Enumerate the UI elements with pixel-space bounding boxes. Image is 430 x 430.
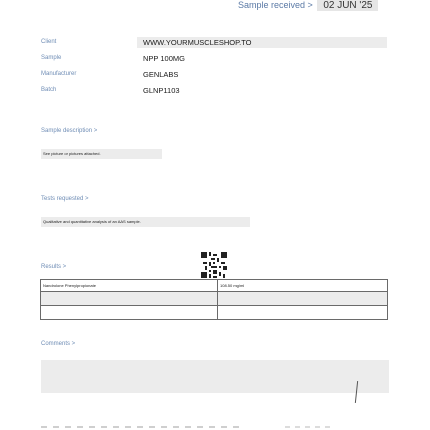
comments-heading: Comments > <box>41 341 76 347</box>
sample-received <box>238 0 378 11</box>
sample-description-text: See picture or pictures attached. <box>41 149 162 159</box>
sample-value: NPP 100MG <box>143 54 185 63</box>
footer-fragment <box>41 426 241 428</box>
batch-value: GLNP1103 <box>143 86 180 95</box>
tests-requested-text: Qualitative and quantitative analysis of an AAS sample. <box>41 217 250 227</box>
compound-cell <box>41 292 218 306</box>
table-row <box>41 292 388 306</box>
batch-label: Batch <box>41 87 57 93</box>
manufacturer-value: GENLABS <box>143 70 179 79</box>
client-label: Client <box>41 39 57 45</box>
received-label: Sample received > <box>238 0 313 10</box>
sample-label: Sample <box>41 55 62 61</box>
results-heading: Results > <box>41 264 67 270</box>
tests-requested-heading: Tests requested > <box>41 196 89 202</box>
amount-cell <box>218 306 388 320</box>
client-value: WWW.YOURMUSCLESHOP.TO <box>143 38 252 47</box>
amount-cell: 108.50 mg/ml <box>218 280 388 292</box>
compound-cell: Nandrolone Phenylpropionate <box>41 280 218 292</box>
comments-box <box>41 360 389 393</box>
received-date: 02 JUN '25 <box>317 0 378 11</box>
sample-description-heading: Sample description > <box>41 128 98 134</box>
results-table <box>40 279 388 320</box>
table-row <box>41 280 388 292</box>
table-row <box>41 306 388 320</box>
footer-fragment-right <box>285 426 335 428</box>
compound-cell <box>41 306 218 320</box>
qr-code-icon <box>201 252 227 278</box>
amount-cell <box>218 292 388 306</box>
manufacturer-label: Manufacturer <box>41 71 77 77</box>
